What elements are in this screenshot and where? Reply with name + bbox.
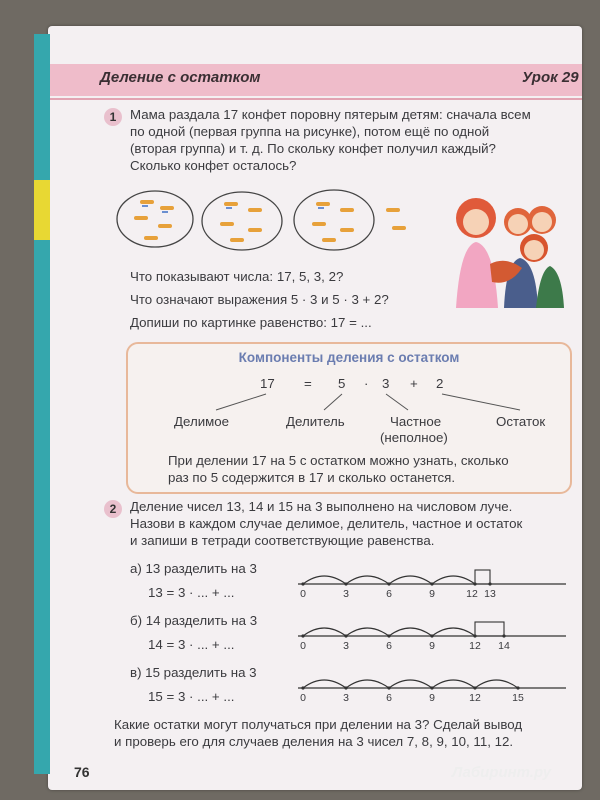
task1-text: Мама раздала 17 конфет поровну пятерым детям: сначала всем по одной (первая группа на рисунке), потом ещё по одной (вторая группа) и т. д. По скольку конфет получил каждый? Сколько конфет осталось? (130, 107, 531, 173)
eq-dividend: 17 (260, 376, 275, 391)
eq-remainder: 2 (436, 376, 444, 391)
topic-title: Деление с остатком (100, 69, 261, 86)
components-title: Компоненты деления с остатком (238, 350, 460, 365)
division-components-box (126, 342, 572, 494)
label-incomplete: (неполное) (380, 430, 448, 445)
page-edge-yellow (34, 180, 50, 240)
textbook-page: Деление с остатком Урок 29 1 Мама раздала 17 конфет поровну пятерым детям: сначала всем по одной (первая группа на рисунке), потом ещё по одной (вторая группа) и т. д. По скольку конфет получил каждый? Сколько конфет осталось? Что показывают числа: 17, 5, 3, 2? Что означают выражения 5 · 3 и 5 · 3 + 2? Допиши по картинке равенство: 17 = ... Компоненты деления с остатком 17 = 5 · 3 + 2 Делимое Делитель Частное (неполное) Остаток При делении 17 на 5 с остатком можно узнать, сколько раз по 5 содержится в 17 и сколько останется. 2 Деление чисел 13, 14 и 15 на 3 выполнено на числовом луче. Назови в каждом случае делимое, делитель, частное и остаток и запиши в тетради соответствующие равенства. а) 13 разделить на 3 13 = 3 · ... + ... 0 3 6 9 12 13 б) 14 разделить на 3 14 = 3 · ... + ... 0 3 6 9 12 14 в) 15 разделить на 3 15 = 3 · ... + ... 0 3 6 9 12 15 Какие остатки могут получаться при делении на 3? Сделай вывод и проверь его для случаев деления на 3 чисел 7, 8, 9, 10, 11, 12. 76 (48, 26, 582, 790)
item-c-label: в) 15 разделить на 3 (130, 665, 257, 680)
watermark-logo: Лабиринт.ру (452, 764, 552, 781)
label-divisor: Делитель (286, 414, 345, 429)
eq-equals: = (304, 376, 312, 391)
item-b-label: б) 14 разделить на 3 (130, 613, 258, 628)
item-b-equation: 14 = 3 · ... + ... (148, 637, 235, 652)
eq-times: · (364, 376, 369, 391)
task-number-2: 2 (104, 500, 122, 518)
label-quotient: Частное (390, 414, 442, 429)
label-remainder: Остаток (496, 414, 546, 429)
page-edge-teal (34, 34, 50, 774)
eq-divisor: 5 (338, 376, 346, 391)
header-rule (48, 98, 582, 100)
page-number: 76 (74, 764, 90, 780)
item-c-equation: 15 = 3 · ... + ... (148, 689, 235, 704)
eq-quotient: 3 (382, 376, 390, 391)
candy-groups-illustration (112, 186, 432, 266)
label-dividend: Делимое (174, 414, 230, 429)
eq-plus: + (410, 376, 418, 391)
item-a-label: а) 13 разделить на 3 (130, 561, 257, 576)
lesson-number: Урок 29 (522, 69, 579, 86)
task2-conclusion: Какие остатки могут получаться при делении на 3? Сделай вывод и проверь его для случаев деления на 3 чисел 7, 8, 9, 10, 11, 12. (114, 717, 523, 749)
item-a-equation: 13 = 3 · ... + ... (148, 585, 235, 600)
lesson-header (48, 64, 582, 96)
mother-and-children-illustration (446, 186, 566, 308)
components-note: При делении 17 на 5 с остатком можно узнать, сколько раз по 5 содержится в 17 и сколько останется. (168, 453, 509, 485)
task1-questions: Что показывают числа: 17, 5, 3, 2? Что означают выражения 5 · 3 и 5 · 3 + 2? Допиши по картинке равенство: 17 = ... (130, 269, 389, 330)
task-number-1: 1 (104, 108, 122, 126)
task2-text: Деление чисел 13, 14 и 15 на 3 выполнено на числовом луче. Назови в каждом случае делимое, делитель, частное и остаток и запиши в тетради соответствующие равенства. (130, 499, 523, 548)
